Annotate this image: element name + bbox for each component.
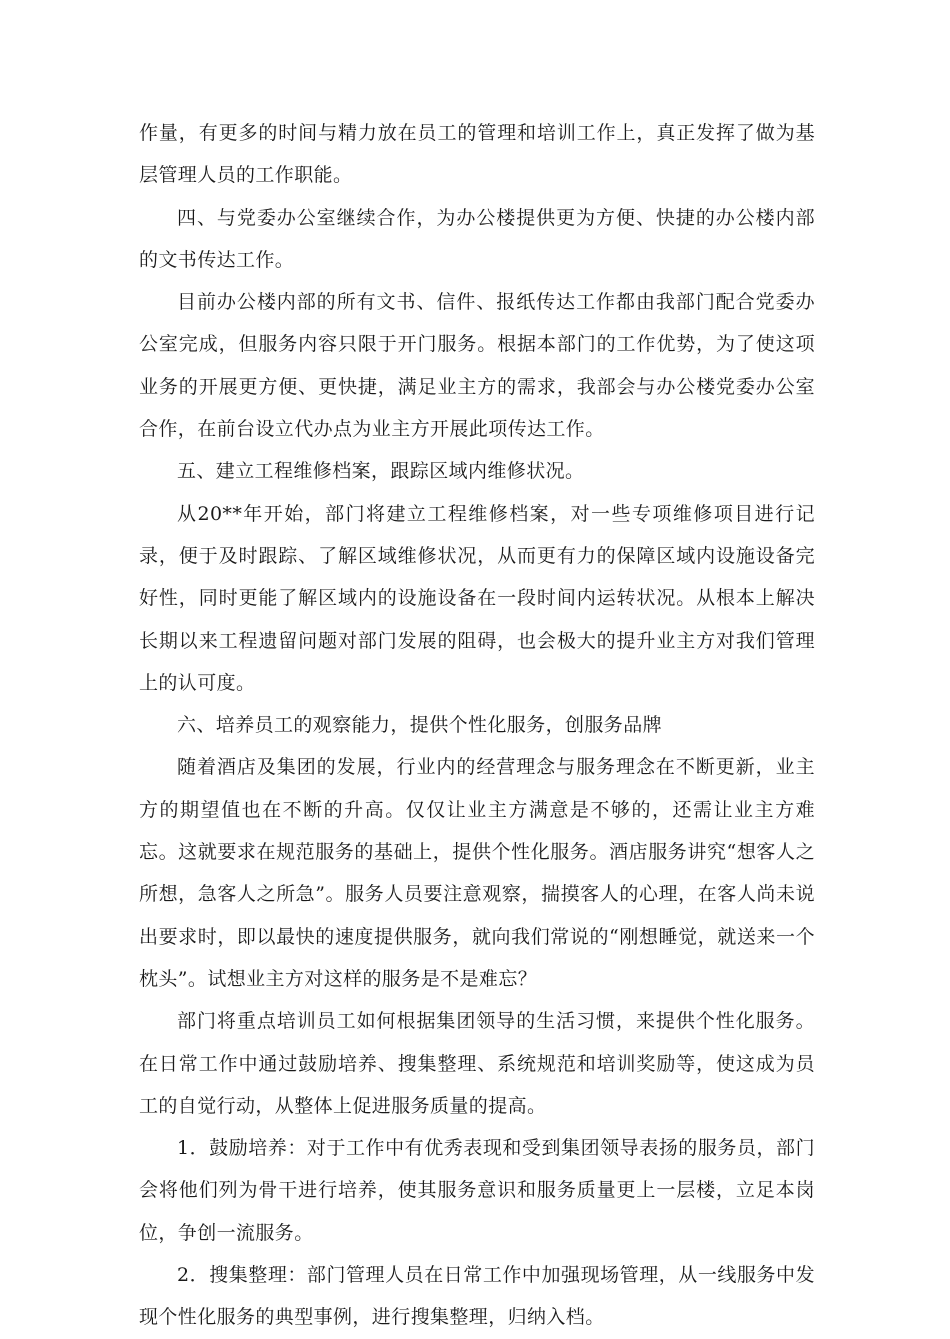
section-heading-6: 六、培养员工的观察能力，提供个性化服务，创服务品牌 <box>177 714 663 737</box>
section-heading-4: 四、与党委办公室继续合作，为办公楼提供更为方便、快捷的办公楼内部的文书传达工作。 <box>139 206 815 271</box>
paragraph: 随着酒店及集团的发展，行业内的经营理念与服务理念在不断更新，业主方的期望值也在不断的升高。仅仅让业主方满意是不够的，还需让业主方难忘。这就要求在规范服务的基础上，提供个性化服务。酒店服务讲究“想客人之所想，急客人之所急”。服务人员要注意观察，揣摸客人的心理，在客人尚未说出要求时，即以最快的速度提供服务，就向我们常说的“刚想睡觉，就送来一个枕头”。试想业主方对这样的服务是不是难忘？ <box>139 756 815 990</box>
list-item-1: 1．鼓励培养：对于工作中有优秀表现和受到集团领导表扬的服务员，部门会将他们列为骨干进行培养，使其服务意识和服务质量更上一层楼，立足本岗位，争创一流服务。 <box>139 1137 815 1244</box>
paragraph: 从20**年开始，部门将建立工程维修档案，对一些专项维修项目进行记录，便于及时跟踪、了解区域维修状况，从而更有力的保障区域内设施设备完好性，同时更能了解区域内的设施设备在一段时间内运转状况。从根本上解决长期以来工程遗留问题对部门发展的阻碍，也会极大的提升业主方对我们管理上的认可度。 <box>139 502 815 694</box>
paragraph: 部门将重点培训员工如何根据集团领导的生活习惯，来提供个性化服务。在日常工作中通过鼓励培养、搜集整理、系统规范和培训奖励等，使这成为员工的自觉行动，从整体上促进服务质量的提高。 <box>139 1010 815 1117</box>
list-item-2: 2．搜集整理：部门管理人员在日常工作中加强现场管理，从一线服务中发现个性化服务的典型事例，进行搜集整理，归纳入档。 <box>139 1264 815 1329</box>
section-heading-5: 五、建立工程维修档案，跟踪区域内维修状况。 <box>177 460 585 483</box>
document-body <box>139 112 815 1339</box>
paragraph: 目前办公楼内部的所有文书、信件、报纸传达工作都由我部门配合党委办公室完成，但服务内容只限于开门服务。根据本部门的工作优势，为了使这项业务的开展更方便、更快捷，满足业主方的需求，我部会与办公楼党委办公室合作，在前台设立代办点为业主方开展此项传达工作。 <box>139 291 815 441</box>
paragraph-continued: 作量，有更多的时间与精力放在员工的管理和培训工作上，真正发挥了做为基层管理人员的工作职能。 <box>139 122 815 187</box>
